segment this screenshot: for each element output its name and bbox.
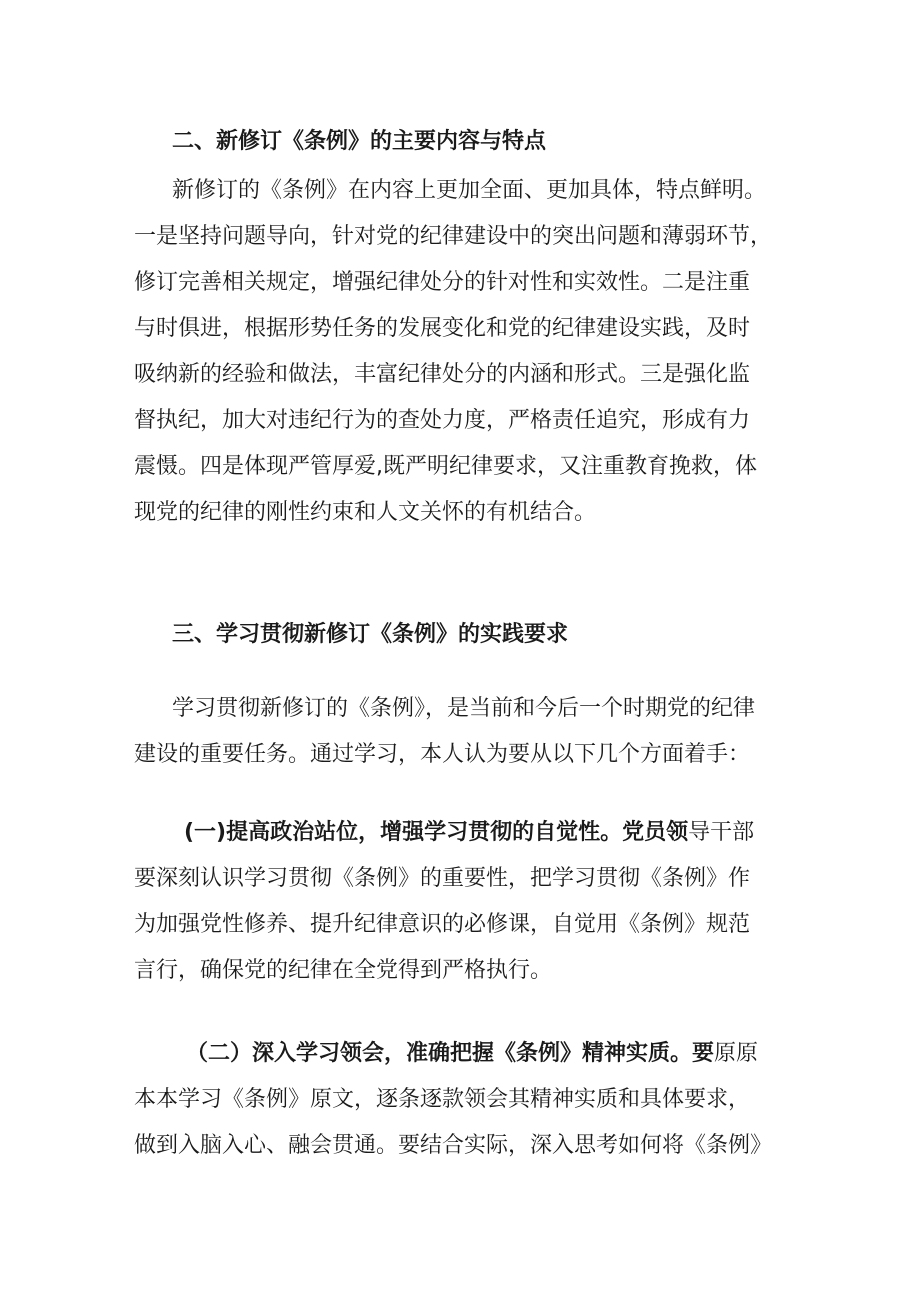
paragraph-line: 本本学习《条例》原文，逐条逐款领会其精神实质和具体要求， bbox=[134, 1087, 751, 1112]
paragraph-line bbox=[134, 810, 814, 856]
paragraph-line: 建设的重要任务。通过学习，本人认为要从以下几个方面着手： bbox=[134, 742, 751, 767]
paragraph-line: 做到入脑入心、融会贯通。要结合实际，深入思考如何将《条例》 bbox=[134, 1133, 773, 1158]
section-heading-2: 二、新修订《条例》的主要内容与特点 bbox=[172, 129, 547, 154]
section-2-paragraph bbox=[134, 168, 814, 536]
paragraph-line: 言行，确保党的纪律在全党得到严格执行。 bbox=[134, 958, 553, 983]
paragraph-line bbox=[134, 1031, 814, 1077]
item-2-paragraph bbox=[134, 1031, 814, 1169]
section-3-intro-paragraph bbox=[134, 686, 814, 778]
paragraph-line: 要深刻认识学习贯彻《条例》的重要性，把学习贯彻《条例》作 bbox=[134, 866, 751, 891]
item-1-first-rest: 导干部 bbox=[688, 820, 755, 845]
section-heading-3: 三、学习贯彻新修订《条例》的实践要求 bbox=[172, 622, 569, 647]
paragraph-line: 督执纪，加大对违纪行为的查处力度，严格责任追究，形成有力 bbox=[134, 408, 751, 433]
item-2-first-rest: 原原 bbox=[714, 1041, 759, 1066]
paragraph-line: 新修订的《条例》在内容上更加全面、更加具体，特点鲜明。 bbox=[172, 178, 767, 203]
paragraph-line: 修订完善相关规定，增强纪律处分的针对性和实效性。二是注重 bbox=[134, 270, 751, 295]
item-1-lead: (一)提高政治站位，增强学习贯彻的自觉性。党员领 bbox=[184, 820, 689, 845]
paragraph-line: 为加强党性修养、提升纪律意识的必修课，自觉用《条例》规范 bbox=[134, 912, 751, 937]
paragraph-line: 现党的纪律的刚性约束和人文关怀的有机结合。 bbox=[134, 500, 597, 525]
paragraph-line: 一是坚持问题导向，针对党的纪律建设中的突出问题和薄弱环节， bbox=[134, 224, 773, 249]
paragraph-line: 震慑。四是体现严管厚爱,既严明纪律要求，又注重教育挽救，体 bbox=[134, 454, 757, 479]
paragraph-line: 学习贯彻新修订的《条例》，是当前和今后一个时期党的纪律 bbox=[172, 696, 756, 721]
item-2-lead: （二）深入学习领会，准确把握《条例》精神实质。要 bbox=[186, 1041, 715, 1066]
item-1-paragraph bbox=[134, 810, 814, 994]
paragraph-line: 与时俱进，根据形势任务的发展变化和党的纪律建设实践，及时 bbox=[134, 316, 751, 341]
paragraph-line: 吸纳新的经验和做法，丰富纪律处分的内涵和形式。三是强化监 bbox=[134, 362, 751, 387]
